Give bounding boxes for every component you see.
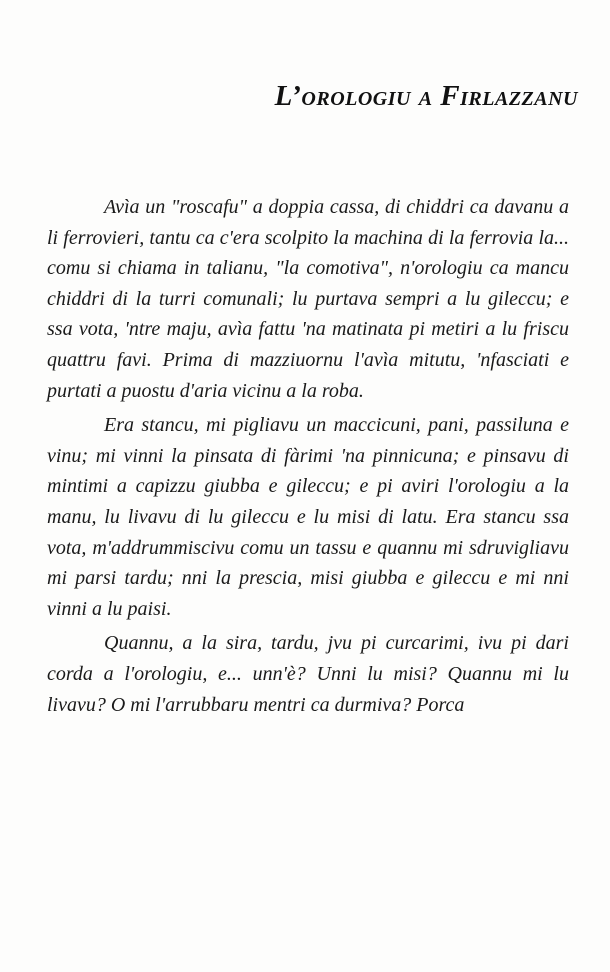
- paragraph-2: Era stancu, mi pigliavu un maccicuni, pani, passiluna e vinu; mi vinni la pinsata di fàrimi 'na pinnicuna; e pinsavu di mintimi a capizzu giubba e gileccu; e pi aviri l'orologiu a la manu, lu livavu di lu gileccu e lu misi di latu. Era stancu ssa vota, m'addrummiscivu comu un tassu e quannu mi sdruvigliavu mi parsi tardu; nni la prescia, misi giubba e gileccu e mi nni vinni a lu paisi.: [47, 414, 569, 620]
- chapter-body: [47, 192, 569, 724]
- chapter-title: L’orologiu a Firlazzanu: [274, 80, 578, 112]
- paragraph-3: Quannu, a la sira, tardu, jvu pi curcarimi, ivu pi dari corda a l'orologiu, e... unn'è? Unni lu misi? Quannu mi lu livavu? O mi l'arrubbaru mentri ca durmiva? Porca: [47, 632, 569, 716]
- paragraph-1: Avìa un "roscafu" a doppia cassa, di chiddri ca davanu a li ferrovieri, tantu ca c'era scolpito la machina di la ferrovia la... comu si chiama in talianu, "la comotiva", n'orologiu ca mancu chiddri di la turri comunali; lu purtava sempri a lu gileccu; e ssa vota, 'ntre maju, avìa fattu 'na matinata pi metiri a lu friscu quattru favi. Prima di mazziuornu l'avìa mitutu, 'nfasciati e purtati a puostu d'aria vicinu a la roba.: [47, 196, 569, 402]
